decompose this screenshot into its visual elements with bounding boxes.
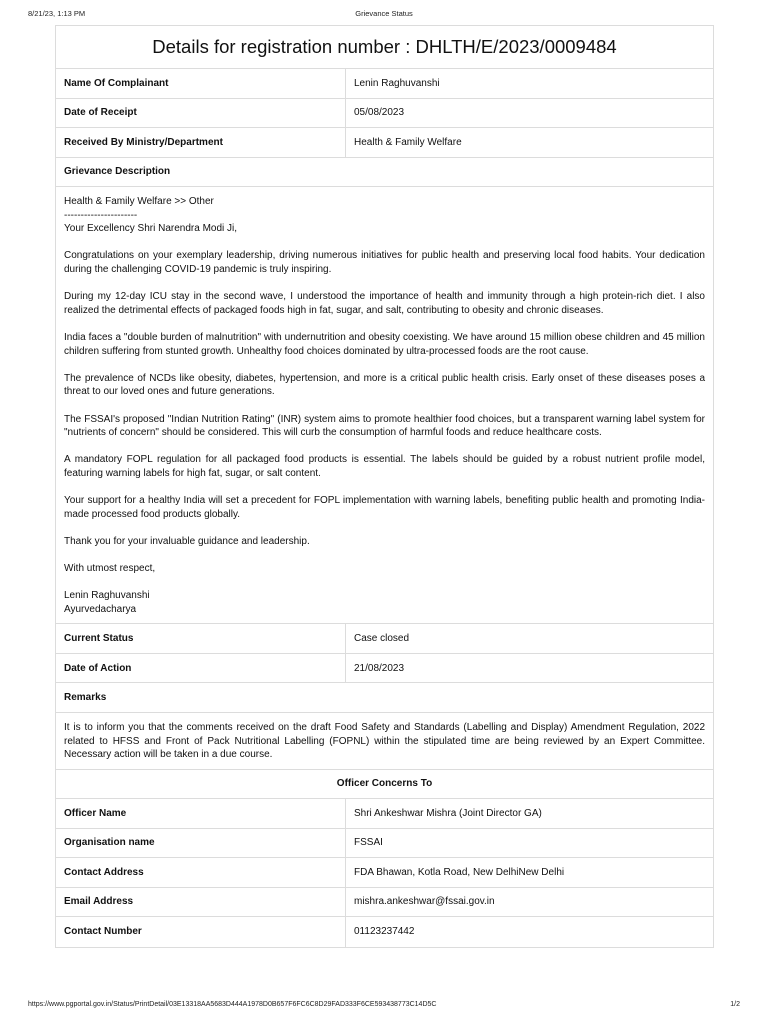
- print-datetime: 8/21/23, 1:13 PM: [28, 9, 86, 18]
- grievance-paragraph: During my 12-day ICU stay in the second wave, I understood the importance of health and immunity through a high protein-rich diet. I also realized the detrimental effects of packaged foods high in fat, sugar, and salt, contributing to obesity and chronic diseases.: [64, 291, 705, 316]
- remarks-text: It is to inform you that the comments received on the draft Food Safety and Standards (Labelling and Display) Amendment Regulation, 2022 related to HFSS and Front of Pack Nutritional Labelling (FOPNL) within the stipulated time are being reviewed by an Expert Committee. Necessary action will be taken in a due course.: [56, 713, 713, 770]
- grievance-paragraph: Congratulations on your exemplary leadership, driving numerous initiatives for public health and preserving local food habits. Your dedication during the challenging COVID-19 pandemic is truly inspiring.: [64, 250, 705, 275]
- grievance-paragraph: The prevalence of NCDs like obesity, diabetes, hypertension, and more is a critical public health crisis. Early onset of these diseases poses a threat to our loved ones and future generations.: [64, 372, 705, 398]
- complainant-value: Lenin Raghuvanshi: [354, 77, 440, 89]
- ministry-value: Health & Family Welfare: [354, 136, 462, 148]
- contact-address-value: FDA Bhawan, Kotla Road, New DelhiNew Delhi: [354, 866, 565, 878]
- ministry-label: Received By Ministry/Department: [56, 128, 346, 157]
- contact-number-value: 01123237442: [354, 926, 415, 938]
- print-page-number: 1/2: [730, 1001, 740, 1008]
- grievance-category: Health & Family Welfare >> Other: [64, 196, 214, 207]
- email-row: [56, 888, 713, 918]
- grievance-paragraph: Thank you for your invaluable guidance and leadership.: [64, 535, 310, 547]
- email-label: Email Address: [56, 888, 346, 917]
- grievance-paragraph: Your support for a healthy India will set a precedent for FOPL implementation with warning labels, benefiting public health and promoting India-made processed food products globally.: [64, 495, 705, 520]
- print-header: [28, 9, 740, 21]
- contact-address-label: Contact Address: [56, 858, 346, 887]
- officer-name-row: [56, 799, 713, 829]
- current-status-row: [56, 624, 713, 654]
- current-status-label: Current Status: [56, 624, 346, 653]
- grievance-paragraph: A mandatory FOPL regulation for all packaged food products is essential. The labels should be guided by a robust nutrient profile model, featuring warning labels for high fat, sugar, or salt content.: [64, 454, 705, 479]
- grievance-salutation: Your Excellency Shri Narendra Modi Ji,: [64, 223, 238, 235]
- action-date-label: Date of Action: [56, 654, 346, 683]
- signature-name: Lenin Raghuvanshi: [64, 590, 150, 602]
- grievance-description-heading: Grievance Description: [56, 158, 713, 188]
- print-url: https://www.pgportal.gov.in/Status/PrintDetail/03E13318AA5683D444A1978D0B657F6FC6C8D29FAD333F6CE593438773C14D5C: [28, 1001, 437, 1008]
- grievance-description: [56, 187, 713, 624]
- print-footer: [28, 1001, 740, 1013]
- officer-name-label: Officer Name: [56, 799, 346, 828]
- contact-number-label: Contact Number: [56, 917, 346, 947]
- grievance-paragraph: India faces a "double burden of malnutrition" with undernutrition and obesity coexisting. We have around 15 million obese children and 45 million children suffering from stunted growth. Unhealthy food choices dominated by ultra-processed foods are the root cause.: [64, 331, 705, 357]
- action-date-row: [56, 654, 713, 684]
- officer-name-value: Shri Ankeshwar Mishra (Joint Director GA): [354, 807, 542, 819]
- grievance-closing: With utmost respect,: [64, 563, 156, 575]
- receipt-date-value: 05/08/2023: [354, 107, 405, 119]
- contact-number-row: [56, 917, 713, 947]
- complainant-label: Name Of Complainant: [56, 69, 346, 98]
- grievance-details-table: [55, 25, 714, 948]
- current-status-value: Case closed: [354, 633, 410, 645]
- signature-title: Ayurvedacharya: [64, 603, 137, 615]
- ministry-row: [56, 128, 713, 158]
- contact-address-row: [56, 858, 713, 888]
- email-value: mishra.ankeshwar@fssai.gov.in: [354, 896, 495, 908]
- organisation-value: FSSAI: [354, 837, 383, 849]
- action-date-value: 21/08/2023: [354, 662, 405, 674]
- officer-heading: Officer Concerns To: [56, 770, 713, 800]
- page-title: Details for registration number : DHLTH/E/2023/0009484: [56, 26, 713, 69]
- grievance-divider: ----------------------: [64, 209, 138, 221]
- organisation-label: Organisation name: [56, 829, 346, 858]
- complainant-row: [56, 69, 713, 99]
- receipt-date-label: Date of Receipt: [56, 99, 346, 128]
- print-page-title: Grievance Status: [355, 9, 413, 18]
- remarks-heading: Remarks: [56, 683, 713, 713]
- grievance-paragraph: The FSSAI's proposed "Indian Nutrition Rating" (INR) system aims to promote healthier food choices, but a transparent warning label system for "nutrients of concern" should be considered. This will curb the consumption of harmful foods and reduce healthcare costs.: [64, 413, 705, 439]
- receipt-date-row: [56, 99, 713, 129]
- organisation-row: [56, 829, 713, 859]
